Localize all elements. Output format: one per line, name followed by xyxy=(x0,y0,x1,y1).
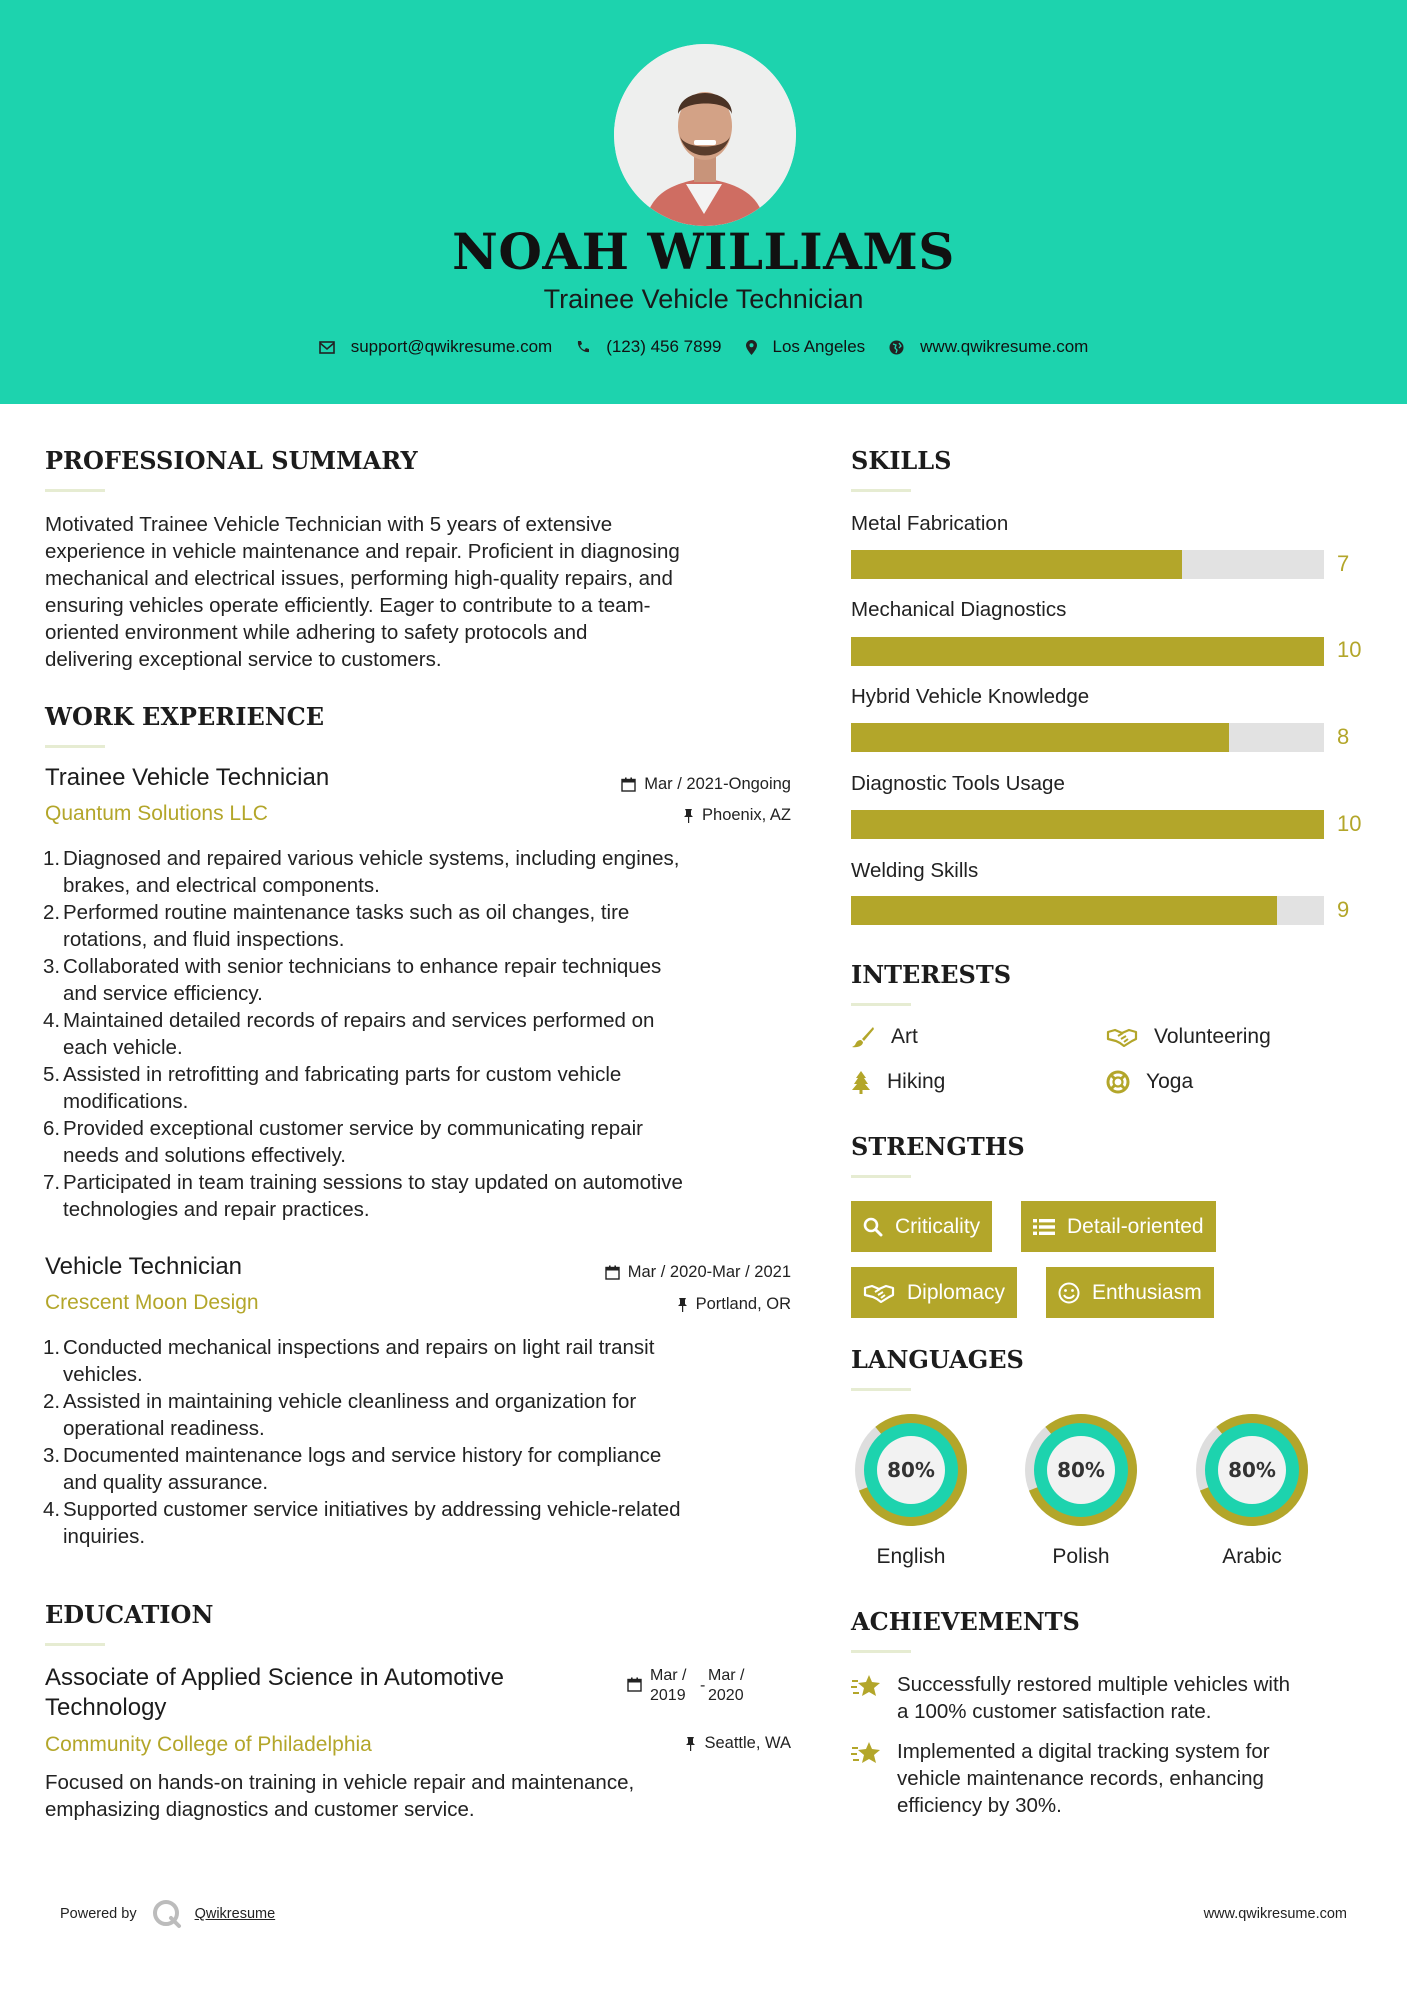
header-banner xyxy=(0,0,1407,404)
language-ring xyxy=(1190,1408,1314,1532)
calendar-icon xyxy=(621,777,636,792)
education-dates xyxy=(627,1666,754,1706)
achievement-line: Successfully restored multiple vehicles with xyxy=(897,1673,1291,1696)
email-text: support@qwikresume.com xyxy=(350,337,553,356)
skill-value: 7 xyxy=(1337,551,1350,576)
bullet-line: Conducted mechanical inspections and repairs on light rail transit xyxy=(63,1336,655,1359)
star-trophy-icon xyxy=(851,1673,883,1699)
bullet-number: 2. xyxy=(43,1390,61,1413)
strength-label: Detail-oriented xyxy=(1067,1214,1204,1238)
achievements-heading: ACHIEVEMENTS xyxy=(851,1607,1080,1636)
job-dates-text: Mar / 2021-Ongoing xyxy=(644,775,791,793)
list-item xyxy=(45,953,815,1007)
experience-underline xyxy=(45,745,105,748)
location-text: Los Angeles xyxy=(772,337,866,356)
bullet-line: Maintained detailed records of repairs and services performed on xyxy=(63,1009,655,1032)
language-ring xyxy=(1019,1408,1143,1532)
strengths-heading: STRENGTHS xyxy=(851,1132,1025,1161)
bullet-line: operational readiness. xyxy=(63,1417,265,1440)
list-item xyxy=(45,1388,815,1442)
bullet-line: inquiries. xyxy=(63,1525,146,1548)
language-name: Polish xyxy=(1052,1545,1110,1568)
language-name: Arabic xyxy=(1222,1545,1282,1568)
smile-icon xyxy=(1058,1282,1080,1304)
footer-website[interactable]: www.qwikresume.com xyxy=(1203,1906,1347,1922)
start-month: Mar / xyxy=(650,1667,687,1684)
interest-item xyxy=(1106,1025,1271,1049)
strength-tag xyxy=(1046,1267,1214,1318)
achievement-line: efficiency by 30%. xyxy=(897,1794,1062,1817)
language-name: English xyxy=(876,1545,946,1568)
tree-icon xyxy=(851,1070,871,1094)
bullet-line: Performed routine maintenance tasks such as oil changes, tire xyxy=(63,901,630,924)
list-item xyxy=(45,1334,815,1388)
contact-bar xyxy=(0,337,1407,357)
achievement-line: vehicle maintenance records, enhancing xyxy=(897,1767,1264,1790)
bullet-line: technologies and repair practices. xyxy=(63,1198,370,1221)
list-item xyxy=(45,899,815,953)
language-ring xyxy=(849,1408,973,1532)
bullet-line: Diagnosed and repaired various vehicle systems, including engines, xyxy=(63,847,680,870)
list-item xyxy=(45,1496,815,1550)
bullet-line: modifications. xyxy=(63,1090,189,1113)
degree-line: Technology xyxy=(45,1694,167,1721)
skill-bar-fill xyxy=(851,810,1324,839)
strength-tag xyxy=(851,1267,1017,1318)
star-trophy-icon xyxy=(851,1740,883,1766)
candidate-name: NOAH WILLIAMS xyxy=(452,222,955,281)
education-start xyxy=(650,1666,700,1706)
skill-label: Welding Skills xyxy=(851,859,979,882)
job-title: Vehicle Technician xyxy=(45,1253,243,1280)
skill-value: 9 xyxy=(1337,897,1350,922)
bullet-line: Provided exceptional customer service by communicating repair xyxy=(63,1117,643,1140)
lifering-icon xyxy=(1106,1070,1130,1094)
skill-bar xyxy=(851,723,1324,752)
education-end xyxy=(708,1666,754,1706)
strength-tag xyxy=(851,1201,992,1252)
bullet-number: 4. xyxy=(43,1009,61,1032)
job-location-text: Phoenix, AZ xyxy=(702,806,791,824)
skill-bar xyxy=(851,810,1324,839)
skill-bar-fill xyxy=(851,637,1324,666)
language-percent: 80% xyxy=(1057,1458,1105,1482)
pushpin-icon xyxy=(683,808,694,823)
achievement-line: a 100% customer satisfaction rate. xyxy=(897,1700,1212,1723)
skill-label: Hybrid Vehicle Knowledge xyxy=(851,685,1090,708)
job-location xyxy=(480,806,791,825)
job-bullets xyxy=(45,845,815,1223)
bullet-line: needs and solutions effectively. xyxy=(63,1144,347,1167)
bullet-number: 4. xyxy=(43,1498,61,1521)
job-dates xyxy=(480,1263,791,1282)
job-title: Trainee Vehicle Technician xyxy=(45,764,330,791)
summary-line: Motivated Trainee Vehicle Technician with 5 years of extensive xyxy=(45,513,613,536)
website-text: www.qwikresume.com xyxy=(920,337,1089,356)
summary-line: oriented environment while adhering to safety protocols and xyxy=(45,621,588,644)
skill-label: Mechanical Diagnostics xyxy=(851,598,1067,621)
bullet-line: Documented maintenance logs and service history for compliance xyxy=(63,1444,662,1467)
contact-location xyxy=(746,337,866,357)
pushpin-icon xyxy=(677,1297,688,1312)
end-year: 2020 xyxy=(708,1687,744,1704)
summary-line: experience in vehicle maintenance and repair. Proficient in diagnosing xyxy=(45,540,680,563)
phone-icon xyxy=(576,340,590,354)
summary-line: mechanical and electrical issues, performing high-quality repairs, and xyxy=(45,567,673,590)
bullet-line: and service efficiency. xyxy=(63,982,263,1005)
summary-underline xyxy=(45,489,105,492)
interest-label: Hiking xyxy=(887,1070,946,1093)
interest-item xyxy=(1106,1070,1193,1094)
bullet-number: 1. xyxy=(43,1336,61,1359)
skill-bar-fill xyxy=(851,896,1277,925)
strength-tag xyxy=(1021,1201,1216,1252)
skill-value: 8 xyxy=(1337,724,1350,749)
job-bullets xyxy=(45,1334,815,1550)
handshake-icon xyxy=(863,1283,895,1303)
date-separator: - xyxy=(700,1677,706,1694)
interests-heading: INTERESTS xyxy=(851,960,1012,989)
education-desc-line: emphasizing diagnostics and customer service. xyxy=(45,1798,475,1821)
start-year: 2019 xyxy=(650,1687,686,1704)
degree-line: Associate of Applied Science in Automotive xyxy=(45,1664,504,1691)
skill-value: 10 xyxy=(1337,811,1362,836)
company-name: Crescent Moon Design xyxy=(45,1291,259,1314)
language-percent: 80% xyxy=(887,1458,935,1482)
list-item xyxy=(45,1169,815,1223)
bullet-line: Supported customer service initiatives by addressing vehicle-related xyxy=(63,1498,681,1521)
job-dates xyxy=(480,775,791,794)
interest-label: Yoga xyxy=(1146,1070,1194,1093)
strength-label: Enthusiasm xyxy=(1092,1280,1202,1304)
summary-heading: PROFESSIONAL SUMMARY xyxy=(45,446,418,475)
bullet-number: 7. xyxy=(43,1171,61,1194)
bullet-number: 2. xyxy=(43,901,61,924)
list-icon xyxy=(1033,1218,1055,1236)
job-location xyxy=(480,1295,791,1314)
interests-underline xyxy=(851,1003,911,1006)
bullet-number: 3. xyxy=(43,955,61,978)
bullet-line: and quality assurance. xyxy=(63,1471,269,1494)
bullet-line: Collaborated with senior technicians to enhance repair techniques xyxy=(63,955,662,978)
person-photo-icon xyxy=(614,44,796,226)
skills-heading: SKILLS xyxy=(851,446,952,475)
achievements-underline xyxy=(851,1650,911,1653)
achievement-item xyxy=(851,1671,1371,1725)
achievement-line: Implemented a digital tracking system for xyxy=(897,1740,1270,1763)
strength-label: Criticality xyxy=(895,1214,981,1238)
list-item xyxy=(45,1007,815,1061)
strengths-underline xyxy=(851,1175,911,1178)
education-description xyxy=(45,1769,805,1823)
bullet-number: 6. xyxy=(43,1117,61,1140)
avatar xyxy=(614,44,796,226)
summary-line: ensuring vehicles operate efficiently. Eager to contribute to a team- xyxy=(45,594,651,617)
skill-bar xyxy=(851,550,1324,579)
bullet-line: each vehicle. xyxy=(63,1036,183,1059)
bullet-number: 3. xyxy=(43,1444,61,1467)
interest-item xyxy=(851,1025,918,1049)
bullet-line: Assisted in maintaining vehicle cleanliness and organization for xyxy=(63,1390,637,1413)
list-item xyxy=(45,1061,815,1115)
bullet-line: brakes, and electrical components. xyxy=(63,874,380,897)
education-underline xyxy=(45,1643,105,1646)
paintbrush-icon xyxy=(851,1026,875,1048)
skill-bar-fill xyxy=(851,550,1182,579)
bullet-number: 5. xyxy=(43,1063,61,1086)
education-location xyxy=(480,1734,791,1753)
job-location-text: Portland, OR xyxy=(695,1295,791,1313)
education-desc-line: Focused on hands-on training in vehicle repair and maintenance, xyxy=(45,1771,635,1794)
handshake-icon xyxy=(1106,1027,1138,1047)
summary-text xyxy=(45,511,805,673)
skill-label: Diagnostic Tools Usage xyxy=(851,772,1065,795)
phone-text: (123) 456 7899 xyxy=(606,337,722,356)
languages-heading: LANGUAGES xyxy=(851,1345,1024,1374)
degree-title xyxy=(45,1663,605,1723)
globe-icon xyxy=(889,340,904,355)
map-pin-icon xyxy=(746,340,757,355)
interest-label: Volunteering xyxy=(1154,1025,1271,1048)
education-location-text: Seattle, WA xyxy=(704,1734,791,1752)
interest-label: Art xyxy=(891,1025,918,1048)
end-month: Mar / xyxy=(708,1667,745,1684)
pushpin-icon xyxy=(685,1736,696,1751)
achievement-text xyxy=(897,1671,1290,1725)
languages-underline xyxy=(851,1388,911,1391)
bullet-line: Assisted in retrofitting and fabricating parts for custom vehicle xyxy=(63,1063,622,1086)
job-dates-text: Mar / 2020-Mar / 2021 xyxy=(627,1263,791,1281)
contact-email[interactable] xyxy=(319,337,553,357)
skill-bar xyxy=(851,896,1324,925)
powered-by-text: Powered by xyxy=(60,1906,137,1922)
brand-link[interactable]: Qwikresume xyxy=(194,1906,276,1922)
list-item xyxy=(45,1115,815,1169)
achievement-text xyxy=(897,1738,1270,1819)
achievement-item xyxy=(851,1738,1371,1819)
skill-bar xyxy=(851,637,1324,666)
search-icon xyxy=(863,1217,883,1237)
qwikresume-logo-icon xyxy=(151,1898,183,1930)
skill-bar-fill xyxy=(851,723,1229,752)
envelope-icon xyxy=(319,341,335,354)
calendar-icon xyxy=(627,1677,642,1692)
skill-value: 10 xyxy=(1337,637,1362,662)
list-item xyxy=(45,1442,815,1496)
experience-heading: WORK EXPERIENCE xyxy=(45,702,325,731)
education-heading: EDUCATION xyxy=(45,1600,214,1629)
footer-powered xyxy=(60,1898,275,1930)
skills-underline xyxy=(851,489,911,492)
interest-item xyxy=(851,1070,945,1094)
contact-website[interactable] xyxy=(889,337,1088,357)
summary-line: delivering exceptional service to customers. xyxy=(45,648,442,671)
contact-phone[interactable] xyxy=(576,337,721,357)
skill-label: Metal Fabrication xyxy=(851,512,1009,535)
bullet-line: rotations, and fluid inspections. xyxy=(63,928,345,951)
calendar-icon xyxy=(605,1265,620,1280)
bullet-line: vehicles. xyxy=(63,1363,143,1386)
bullet-number: 1. xyxy=(43,847,61,870)
company-name: Quantum Solutions LLC xyxy=(45,802,268,825)
strength-label: Diplomacy xyxy=(907,1280,1006,1304)
list-item xyxy=(45,845,815,899)
school-name: Community College of Philadelphia xyxy=(45,1733,372,1756)
language-percent: 80% xyxy=(1228,1458,1276,1482)
bullet-line: Participated in team training sessions to stay updated on automotive xyxy=(63,1171,683,1194)
candidate-title: Trainee Vehicle Technician xyxy=(543,284,864,314)
